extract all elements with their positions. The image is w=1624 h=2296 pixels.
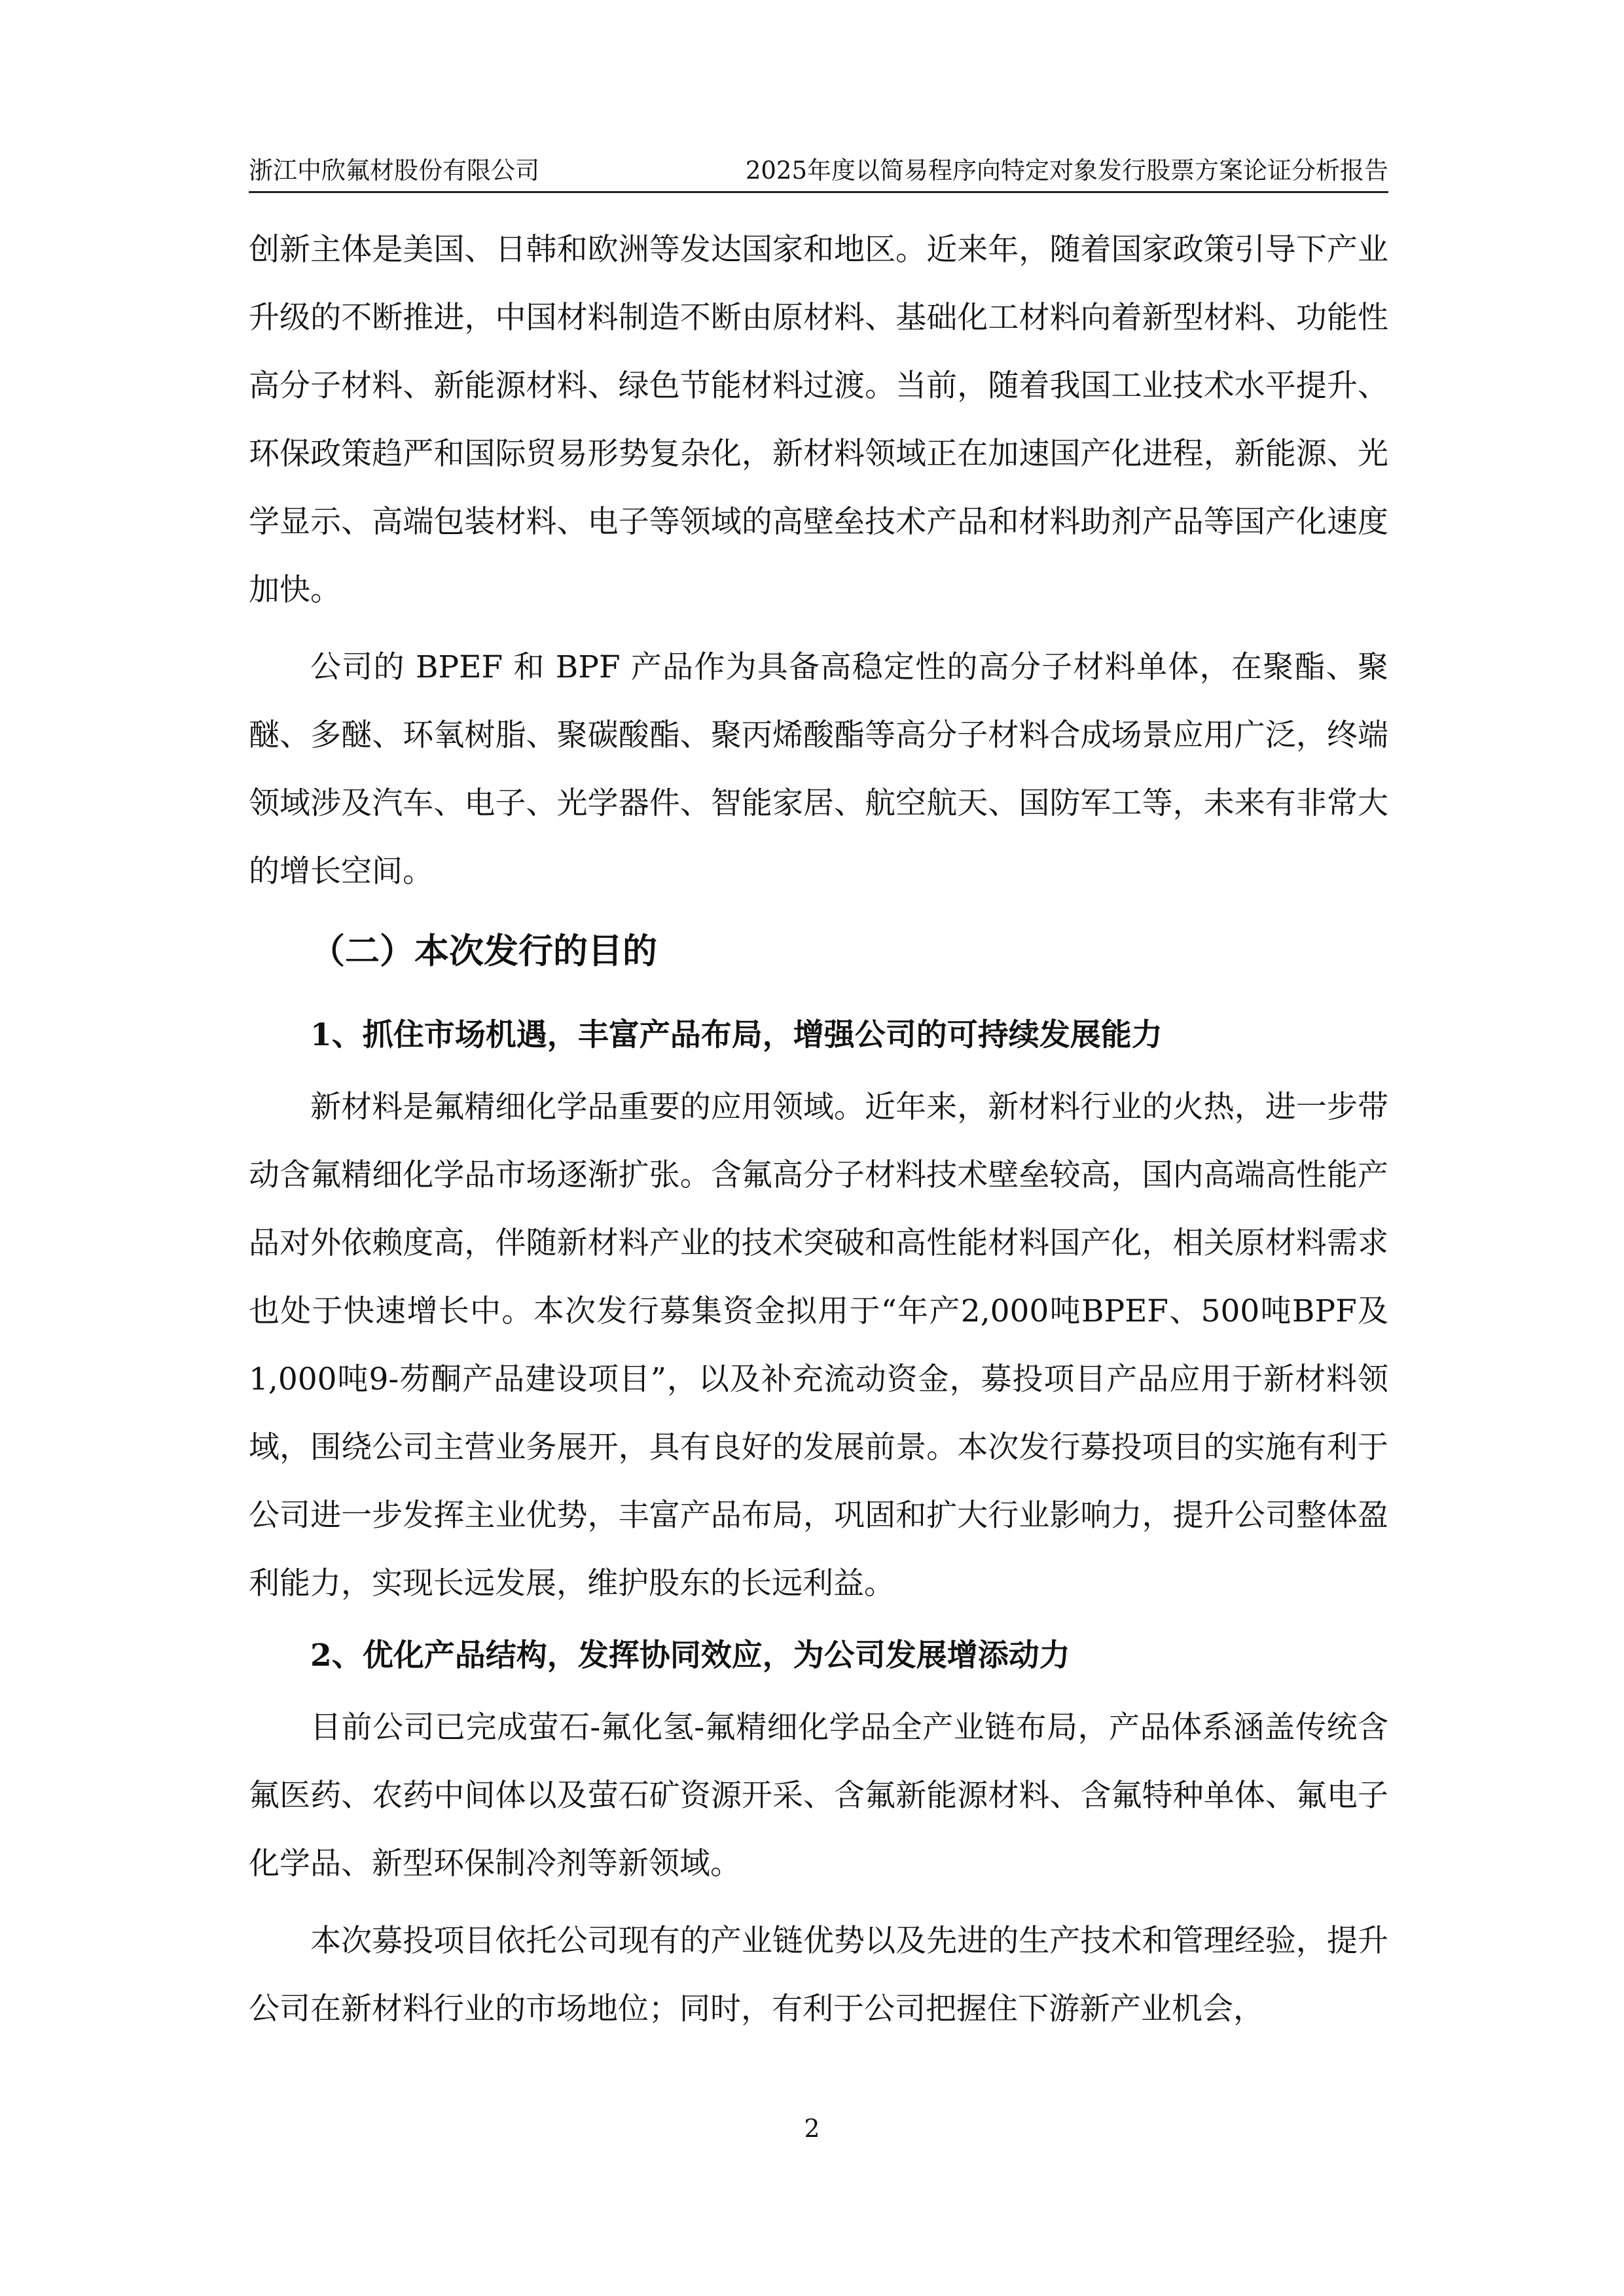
- section-heading: （二）本次发行的目的: [310, 931, 657, 971]
- header-report-title: 2025年度以简易程序向特定对象发行股票方案论证分析报告: [745, 156, 1388, 185]
- page-body: [249, 216, 1388, 2043]
- paragraph-continuation: 创新主体是美国、日韩和欧洲等发达国家和地区。近来年，随着国家政策引导下产业升级的不断推进，中国材料制造不断由原材料、基础化工材料向着新型材料、功能性高分子材料、新能源材料、绿色节能材料过渡。当前，随着我国工业技术水平提升、环保政策趋严和国际贸易形势复杂化，新材料领域正在加速国产化进程，新能源、光学显示、高端包装材料、电子等领域的高壁垒技术产品和材料助剂产品等国产化速度加快。: [249, 232, 1388, 608]
- subsection-heading-1: 1、抓住市场机遇，丰富产品布局，增强公司的可持续发展能力: [310, 1017, 1163, 1053]
- paragraph-project-advantage: 本次募投项目依托公司现有的产业链优势以及先进的生产技术和管理经验，提升公司在新材料行业的市场地位；同时，有利于公司把握住下游新产业机会，: [249, 1923, 1388, 2027]
- subsection-heading-2: 2、优化产品结构，发挥协同效应，为公司发展增添动力: [310, 1638, 1070, 1674]
- page-header: [249, 154, 1388, 193]
- paragraph-market-opportunity: 新材料是氟精细化学品重要的应用领域。近年来，新材料行业的火热，进一步带动含氟精细化学品市场逐渐扩张。含氟高分子材料技术壁垒较高，国内高端高性能产品对外依赖度高，伴随新材料产业的技术突破和高性能材料国产化，相关原材料需求也处于快速增长中。本次发行募集资金拟用于“年产2,000吨BPEF、500吨BPF及1,000吨9-芴酮产品建设项目”，以及补充流动资金，募投项目产品应用于新材料领域，围绕公司主营业务展开，具有良好的发展前景。本次发行募投项目的实施有利于公司进一步发挥主业优势，丰富产品布局，巩固和扩大行业影响力，提升公司整体盈利能力，实现长远发展，维护股东的长远利益。: [249, 1089, 1388, 1602]
- header-company-name: 浙江中欣氟材股份有限公司: [249, 156, 539, 185]
- paragraph-bpef-bpf: 公司的 BPEF 和 BPF 产品作为具备高稳定性的高分子材料单体，在聚酯、聚醚、多醚、环氧树脂、聚碳酸酯、聚丙烯酸酯等高分子材料合成场景应用广泛，终端领域涉及汽车、电子、光学器件、智能家居、航空航天、国防军工等，未来有非常大的增长空间。: [249, 649, 1388, 889]
- paragraph-industry-chain: 目前公司已完成萤石-氟化氢-氟精细化学品全产业链布局，产品体系涵盖传统含氟医药、农药中间体以及萤石矿资源开采、含氟新能源材料、含氟特种单体、氟电子化学品、新型环保制冷剂等新领域。: [249, 1710, 1388, 1882]
- page-number: 2: [804, 2114, 820, 2143]
